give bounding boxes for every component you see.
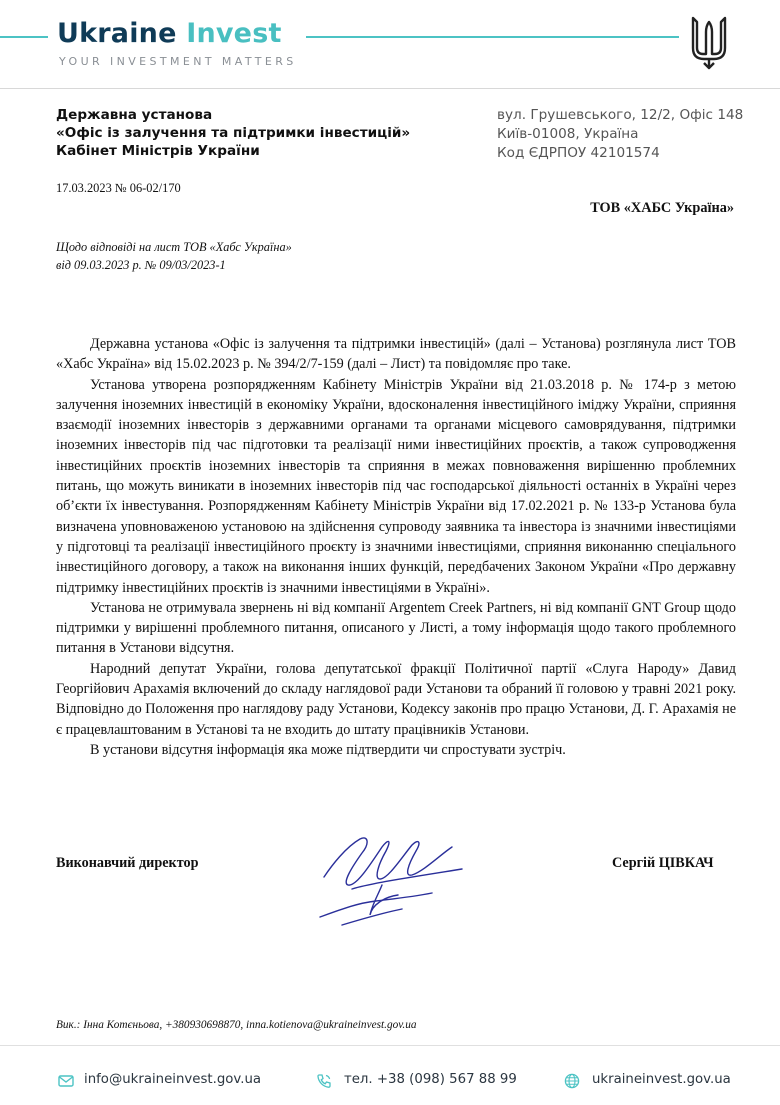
sender-line-1: Державна установа — [56, 107, 213, 123]
body-paragraph-2: Установа утворена розпорядженням Кабінету Міністрів України від 21.03.2018 р. № 174-р з метою залучення іноземних інвестицій в економіку України, вдосконалення інвестиційного іміджу України, сприяння взаємодії іноземних інвесторів з державними органами та органами місцевого самоврядування, підтримки іноземних інвесторів під час підготовки та реалізації ними інвестиційних проєктів, а також супроводження інвестиційних проєктів іноземних інвесторів та сприяння в межах повноваження вирішенню проблемних питань, що можуть виникати в іноземних інвесторів під час господарської діяльності останніх в Україні через об’єкти їх інвестування. Розпорядженням Кабінету Міністрів України від 17.02.2021 р. № 133-р Установа була визначена уповноваженою установою на здійснення супроводу заявника та інвестора із значними інвестиціями у підготовці та реалізації інвестиційного проєкту із значними інвестиціями, сприяння виконанню спеціального інвестиційного договору, а також на виконання інших функцій, передбачених Законом України «Про державну підтримку інвестиційних проєктів із значними інвестиціями в Україні». — [56, 376, 736, 596]
globe-icon — [564, 1073, 580, 1089]
ukraine-trident-icon — [690, 12, 728, 70]
sender-organization — [56, 106, 410, 160]
brand-slogan: YOUR INVESTMENT MATTERS — [59, 55, 297, 68]
footer-divider — [0, 1045, 780, 1046]
header-divider — [0, 88, 780, 89]
handwritten-signature — [312, 825, 482, 930]
reference — [56, 238, 292, 274]
brand-word-ukraine: Ukraine — [57, 18, 177, 49]
body-paragraph-1: Державна установа «Офіс із залучення та підтримки інвестицій» (далі – Установа) розглянула лист ТОВ «Хабс Україна» від 15.02.2023 р. № 394/2/7-159 (далі – Лист) та повідомляє про таке. — [56, 336, 736, 373]
body-paragraph-4: Народний депутат України, голова депутатської фракції Політичної партії «Слуга Народу» Давид Георгійович Арахамія включений до складу наглядової ради Установи та обраний її головою у травні 2021 року. Відповідно до Положення про наглядову раду Установи, Кодексу законів про працю Установи, Д. Г. Арахамія не є працевлаштованим в Установі та не входить до штату працівників Установи. — [56, 660, 736, 738]
executor-contact: Вик.: Інна Котєньова, +380930698870, inna.kotienova@ukraineinvest.gov.ua — [56, 1019, 417, 1031]
signatory-position: Виконавчий директор — [56, 855, 199, 871]
registration-number: 17.03.2023 № 06-02/170 — [56, 181, 181, 195]
sender-line-3: Кабінет Міністрів України — [56, 143, 260, 159]
signatory-name: Сергій ЦІВКАЧ — [612, 855, 714, 871]
recipient: ТОВ «ХАБС Україна» — [590, 200, 734, 216]
address-line-3: Код ЄДРПОУ 42101574 — [497, 145, 660, 161]
envelope-icon — [58, 1073, 74, 1089]
footer-email[interactable]: info@ukraineinvest.gov.ua — [84, 1072, 262, 1087]
brand-logo — [57, 18, 282, 49]
brand-word-invest: Invest — [186, 18, 282, 49]
sender-line-2: «Офіс із залучення та підтримки інвестицій» — [56, 125, 411, 141]
sender-address — [497, 106, 743, 163]
logo-line-left — [0, 36, 48, 38]
reference-line-2: від 09.03.2023 р. № 09/03/2023-1 — [56, 258, 226, 272]
phone-icon — [316, 1073, 332, 1089]
logo-line-right — [306, 36, 679, 38]
address-line-2: Київ-01008, Україна — [497, 126, 639, 142]
footer-phone[interactable]: тел. +38 (098) 567 88 99 — [344, 1072, 517, 1087]
address-line-1: вул. Грушевського, 12/2, Офіс 148 — [497, 107, 744, 123]
body-paragraph-3: Установа не отримувала звернень ні від компанії Argentem Creek Partners, ні від компанії GNT Group щодо підтримки у вирішенні проблемного питання, описаного у Листі, а тому інформація щодо такого проблемного питання в Установи відсутня. — [56, 599, 736, 657]
body-paragraph-5: В установи відсутня інформація яка може підтвердити чи спростувати зустріч. — [90, 741, 566, 758]
letter-body — [56, 334, 736, 760]
reference-line-1: Щодо відповіді на лист ТОВ «Хабс Україна» — [56, 240, 292, 254]
footer-website[interactable]: ukraineinvest.gov.ua — [592, 1072, 731, 1087]
